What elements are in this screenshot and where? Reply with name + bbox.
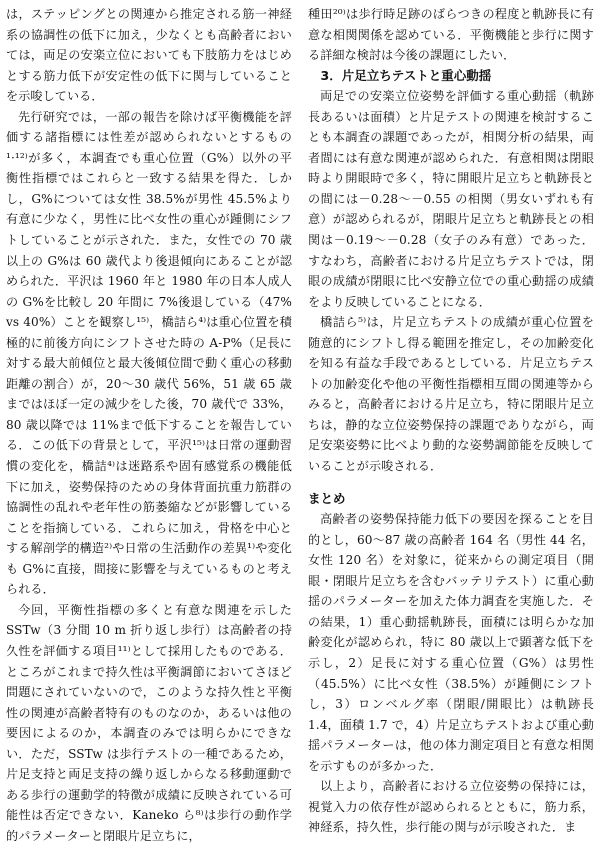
body-paragraph: 高齢者の姿勢保持能力低下の要因を探ることを目的とし，60～87 歳の高齢者 164 名（男性 44 名，女性 120 名）を対象に，従来からの測定項目（開眼・閉眼片足立ちを含むバッテリテスト）に重心動揺のパラメーターを加えた体力調査を実施した．その結果，1）重心動揺軌跡長，面積には明らかな加齢変化が認められ，特に 80 歳以上で顕著な低下を示し，2）足長に対する重心位置（G%）は男性（45.5%）に比べ女性（38.5%）が踵側にシフトし，3）ロンベルグ率（閉眼/開眼比）は軌跡長 1.4，面積 1.7 で，4）片足立ちテストおよび重心動揺パラメーターは，他の体力測定項目と有意な相関を示すものが多かった．	[308, 512, 594, 773]
section-spacer	[308, 477, 594, 489]
body-paragraph: 両足での安楽立位姿勢を評価する重心動揺（軌跡長あるいは面積）と片足テストの関連を検討することも本調査の課題であったが，相関分析の結果，両者間には有意な関連が認められた．有意相関は閉眼時より開眼時で多く，特に開眼片足立ちと軌跡長との間には－0.28～－0.55 の相関（男女いずれも有意）が認められるが，閉眼片足立ちと軌跡長との相関は－0.19～－0.28（女子のみ有意）であった．すなわち，高齢者における片足立ちテストでは，閉眼の成績が閉眼に比べ安静立位での重心動揺の成績をより反映していることになる．	[308, 89, 594, 309]
body-paragraph: 今回，平衡性指標の多くと有意な関連を示した SSTw（3 分間 10 m 折り返し歩行）は高齢者の持久性を評価する項目¹¹⁾として採用したものである．ところがこれまで持久性は平衡調節においてさほど問題にされていないので，このような持久性と平衡性の関連が高齢者特有のものなのか，あるいは他の要因によるのか，本調査のみでは明らかにできない．ただ，SSTw は歩行テストの一種であるため，片足支持と両足支持の繰り返しからなる移動運動である歩行の運動学的特徴が成績に反映されている可能性は否定できない．Kaneko ら⁸⁾は歩行の動作学的パラメーターと閉眼片足立ちに，	[6, 602, 292, 843]
body-paragraph: 橋詰ら⁵⁾は，片足立ちテストの成績が重心位置を随意的にシフトし得る範囲を推定し，その加齢変化を知る有益な手段であるとしている．片足立ちテストの加齢変化や他の平衡性指標相互間の関連等からみると，高齢者における片足立ち，特に閉眼片足立ちは，静的な立位姿勢保持の課題でありながら，両足安楽姿勢に比べより動的な姿勢調節能を反映していることが示唆される．	[308, 315, 594, 474]
right-column	[308, 4, 594, 838]
body-paragraph: 先行研究では，一部の報告を除けば平衡機能を評価する諸指標には性差が認められないとするもの¹·¹²⁾が多く，本調査でも重心位置（G%）以外の平衡性指標ではこれらと一致する結果を得た．しかし，G%については女性 38.5%が男性 45.5%より有意に少なく，男性に比べ女性の重心が踵側にシフトしていることが示された．また，女性での 70 歳以上の G%は 60 歳代より後退傾向にあることが認められた．平沢は 1960 年と 1980 年の日本人成人の G%を比較し 20 年間に 7%後退している（47% vs 40%）ことを観察し¹⁵⁾，橋詰ら⁴⁾は重心位置を積極的に前後方向にシフトさせた時の A-P%（足長に対する最大前傾位と最大後傾位間で動く重心の移動距離の割合）が，20～30 歳代 56%，51 歳 65 歳まではほぼ一定の減少をした後，70 歳代で 33%，80 歳以降では 11%まで低下することを報告している．この低下の背景として，平沢¹⁵⁾は日常の運動習慣の変化を，橋詰⁴⁾は迷路系や固有感覚系の機能低下に加え，姿勢保持のための身体背面抗重力筋群の協調性の乱れや老年性の筋萎縮などが影響していることを指摘している．これらに加え，骨格を中心とする解剖学的構造²⁾や日常の生活動作の差異¹⁾や変化も G%に直接，間接に影響を与えているものと考えられる．	[6, 109, 292, 597]
body-paragraph: は，ステッピングとの関連から推定される筋一神経系の協調性の低下に加え，少なくとも高齢者においては，両足の安楽立位においても下肢筋力をはじめとする筋力低下が安定性の低下に関与していることを示唆している．	[6, 7, 292, 104]
subsection-heading: 3．片足立ちテストと重心動揺	[320, 67, 492, 83]
body-paragraph: 以上より，高齢者における立位姿勢の保持には，視覚入力の依存性が認められるとともに，筋力系，神経系，持久性，歩行能の関与が示唆された．ま	[308, 779, 594, 835]
left-column	[6, 4, 292, 846]
section-heading: まとめ	[308, 490, 346, 506]
body-paragraph: 種田²⁰⁾は歩行時足跡のばらつきの程度と軌跡長に有意な相関関係を認めている．平衡機能と歩行に関する詳細な検討は今後の課題にしたい．	[308, 7, 594, 63]
